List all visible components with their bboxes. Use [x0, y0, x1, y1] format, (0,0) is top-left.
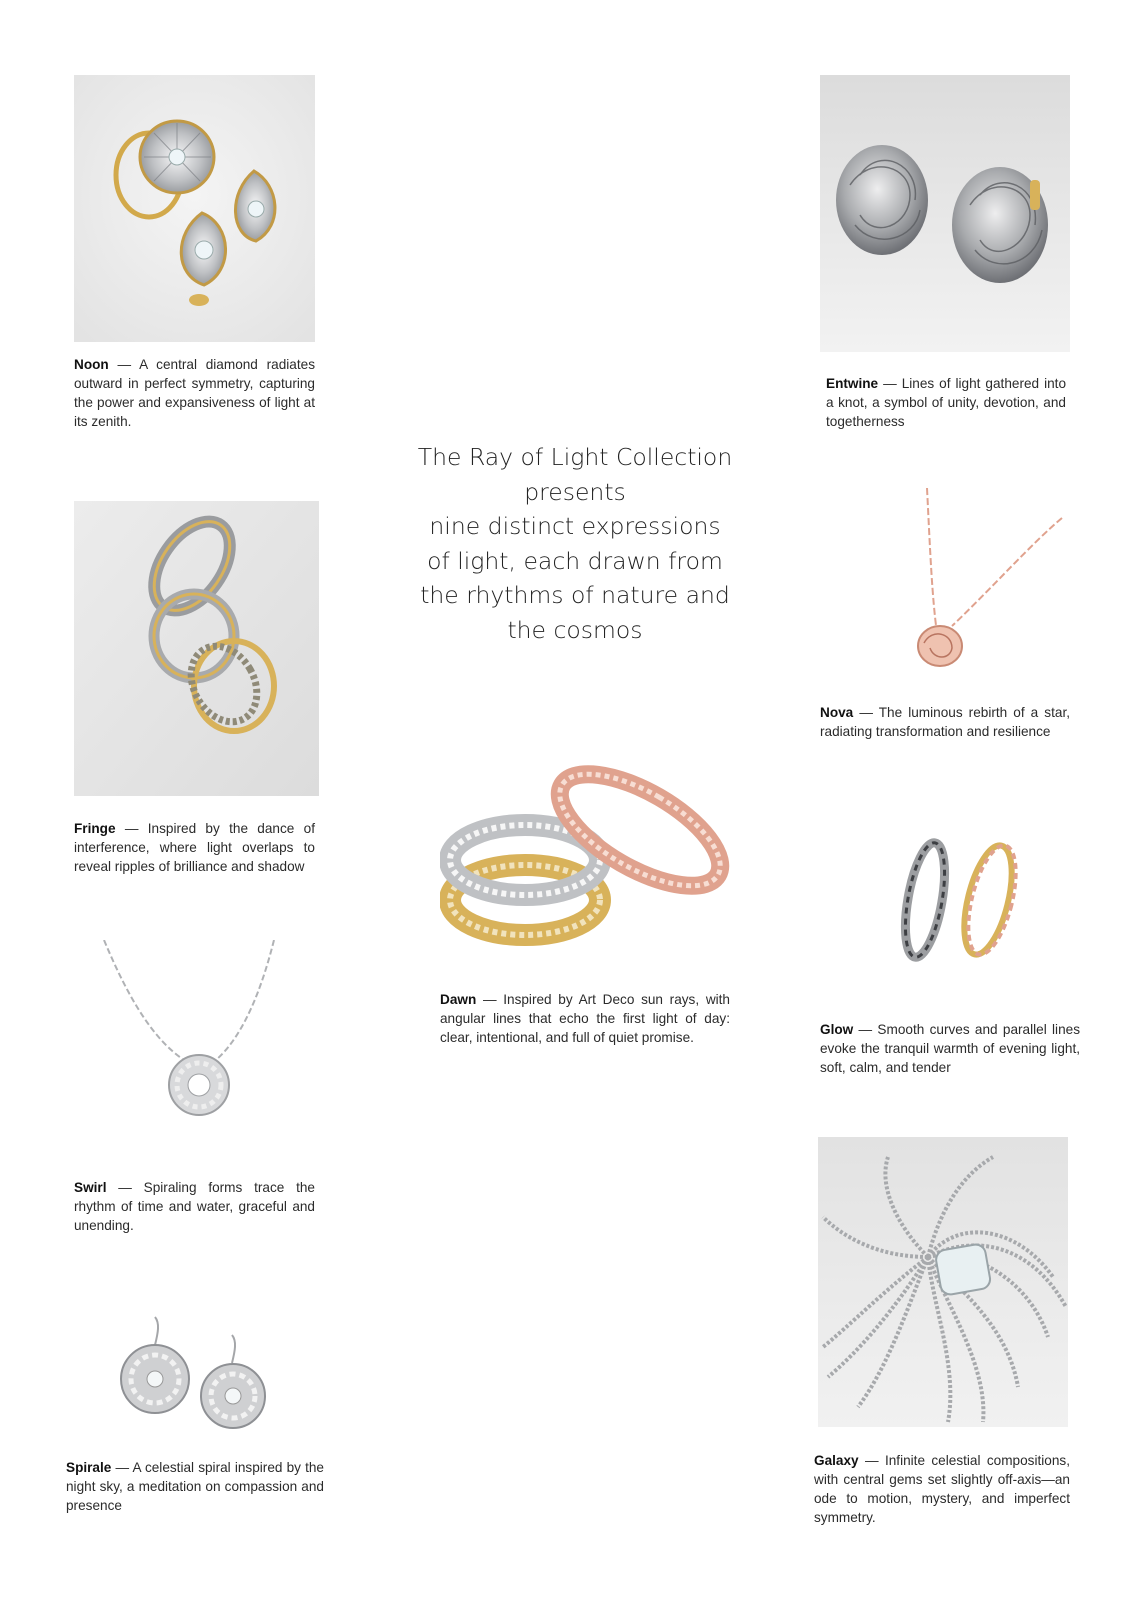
- dawn-title: Dawn: [440, 992, 477, 1007]
- spirale-caption: [66, 1458, 324, 1515]
- spirale-description: — A celestial spiral inspired by the night sky, a meditation on compassion and presence: [66, 1460, 324, 1513]
- swirl-description: — Spiraling forms trace the rhythm of time and water, graceful and unending.: [74, 1180, 315, 1233]
- headline-line: nine distinct expressions: [429, 512, 721, 540]
- noon-title: Noon: [74, 357, 109, 372]
- glow-title: Glow: [820, 1022, 854, 1037]
- headline-line: the cosmos: [507, 615, 643, 644]
- headline-line: the rhythms of nature and: [420, 581, 730, 609]
- entwine-description: — Lines of light gathered into a knot, a symbol of unity, devotion, and togetherness: [826, 376, 1066, 429]
- fringe-caption: [74, 819, 315, 876]
- headline-line: of light, each drawn from: [427, 546, 723, 575]
- collection-headline: [395, 440, 755, 647]
- spirale-title: Spirale: [66, 1460, 112, 1475]
- spirale-photo: [110, 1315, 280, 1435]
- dawn-caption: [440, 990, 730, 1047]
- noon-photo: [74, 75, 315, 342]
- swirl-title: Swirl: [74, 1180, 107, 1195]
- entwine-photo: [820, 75, 1070, 352]
- headline-line: presents: [524, 477, 626, 506]
- glow-description: — Smooth curves and parallel lines evoke the tranquil warmth of evening light, soft, calm, and tender: [820, 1022, 1080, 1075]
- dawn-description: — Inspired by Art Deco sun rays, with angular lines that echo the first light of day: clear, intentional, and full of quiet promise.: [440, 992, 730, 1045]
- nova-caption: [820, 703, 1070, 741]
- headline-line: The Ray of Light Collection: [417, 443, 733, 471]
- glow-photo: [880, 838, 1035, 963]
- nova-description: — The luminous rebirth of a star, radiating transformation and resilience: [820, 705, 1070, 739]
- noon-caption: [74, 355, 315, 431]
- fringe-photo: [74, 501, 319, 796]
- noon-description: — A central diamond radiates outward in perfect symmetry, capturing the power and expansiveness of light at its zenith.: [74, 357, 315, 429]
- entwine-caption: [826, 374, 1066, 431]
- galaxy-caption: [814, 1451, 1070, 1527]
- galaxy-photo: [818, 1137, 1068, 1427]
- swirl-photo: [74, 940, 319, 1145]
- fringe-description: — Inspired by the dance of interference, where light overlaps to reveal ripples of brilliance and shadow: [74, 821, 315, 874]
- nova-title: Nova: [820, 705, 854, 720]
- nova-photo: [852, 488, 1067, 673]
- entwine-title: Entwine: [826, 376, 879, 391]
- dawn-photo: [440, 750, 735, 950]
- galaxy-title: Galaxy: [814, 1453, 859, 1468]
- fringe-title: Fringe: [74, 821, 116, 836]
- swirl-caption: [74, 1178, 315, 1235]
- galaxy-description: — Infinite celestial compositions, with central gems set slightly off-axis—an ode to motion, mystery, and imperfect symmetry.: [814, 1453, 1070, 1525]
- glow-caption: [820, 1020, 1080, 1077]
